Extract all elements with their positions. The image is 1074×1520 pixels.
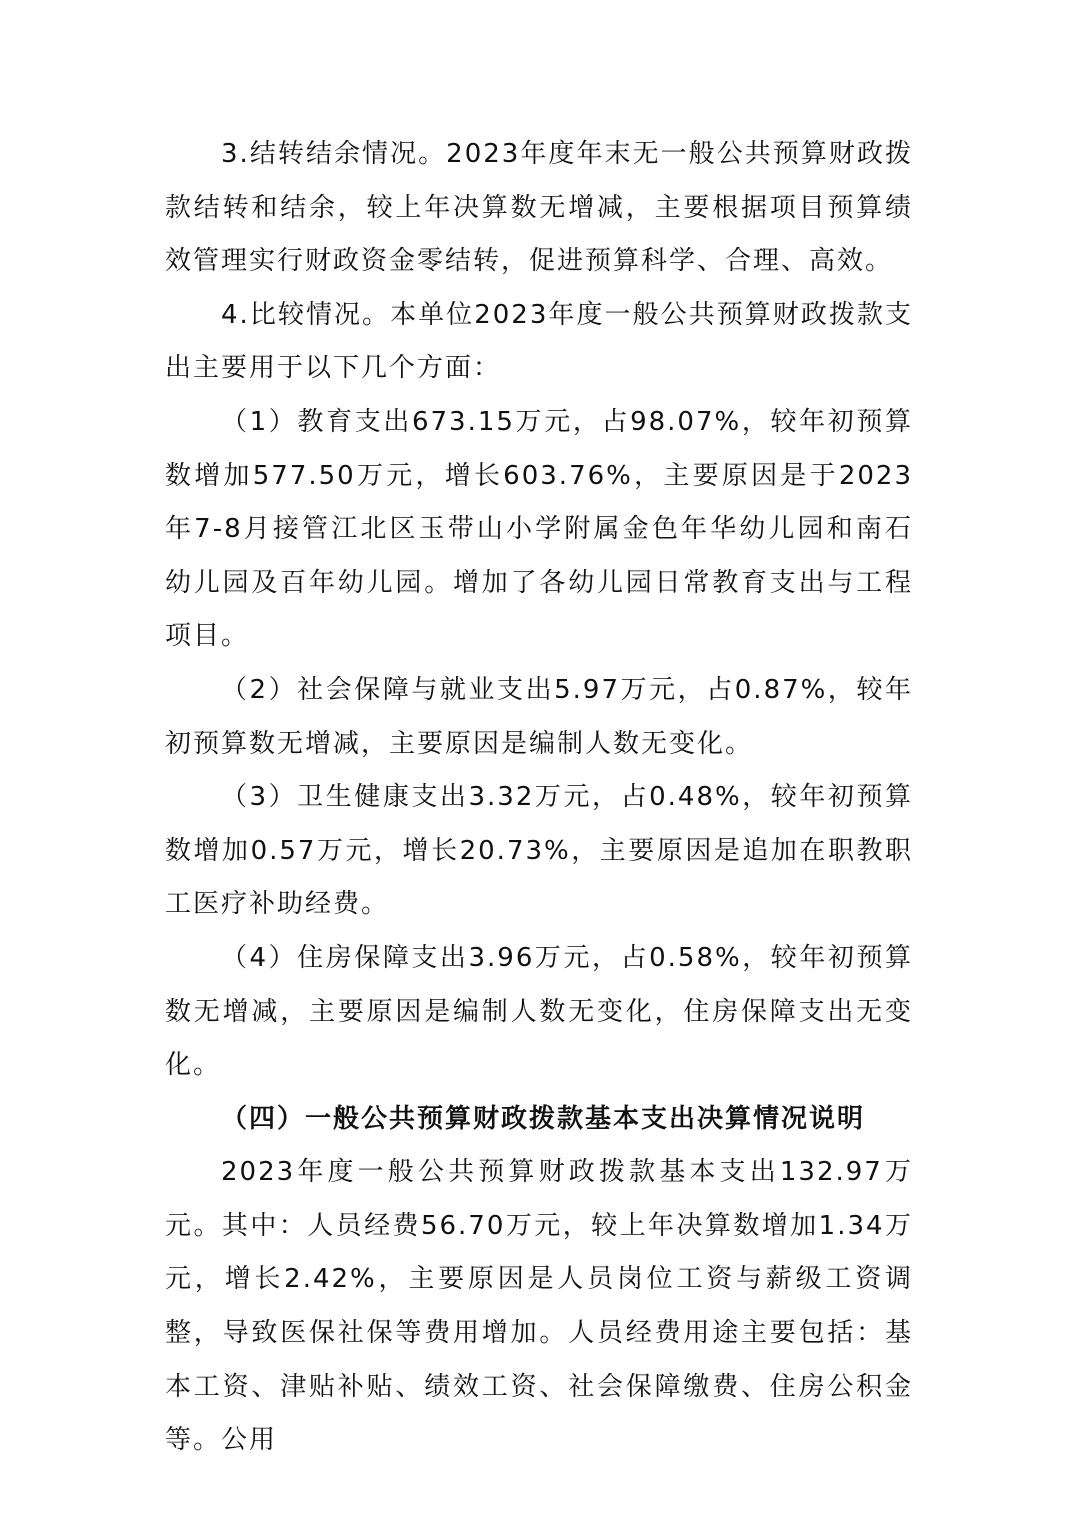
paragraph-carryover-balance: 3.结转结余情况。2023年度年末无一般公共预算财政拨款结转和结余，较上年决算数无增减，主要根据项目预算绩效管理实行财政资金零结转，促进预算科学、合理、高效。: [165, 139, 913, 277]
paragraph-basic-expense: 2023年度一般公共预算财政拨款基本支出132.97万元。其中：人员经费56.70万元，较上年决算数增加1.34万元，增长2.42%，主要原因是人员岗位工资与薪级工资调整，导致医保社保等费用增加。人员经费用途主要包括：基本工资、津贴补贴、绩效工资、社会保障缴费、住房公积金等。公用: [165, 1157, 913, 1456]
section-heading: （四）一般公共预算财政拨款基本支出决算情况说明: [221, 1103, 866, 1134]
paragraph-housing-expense: （4）住房保障支出3.96万元，占0.58%，较年初预算数无增减，主要原因是编制人数无变化，住房保障支出无变化。: [165, 942, 913, 1081]
paragraph-education-expense: （1）教育支出673.15万元，占98.07%，较年初预算数增加577.50万元，增长603.76%，主要原因是于2023年7-8月接管江北区玉带山小学附属金色年华幼儿园和南石幼儿园及百年幼儿园。增加了各幼儿园日常教育支出与工程项目。: [165, 406, 913, 652]
paragraph-social-security-expense: （2）社会保障与就业支出5.97万元，占0.87%，较年初预算数无增减，主要原因是编制人数无变化。: [165, 674, 913, 759]
paragraph-comparison: 4.比较情况。本单位2023年度一般公共预算财政拨款支出主要用于以下几个方面：: [165, 299, 913, 384]
document-body: [165, 128, 913, 1468]
paragraph-health-expense: （3）卫生健康支出3.32万元，占0.48%，较年初预算数增加0.57万元，增长20.73%，主要原因是追加在职教职工医疗补助经费。: [165, 782, 913, 920]
